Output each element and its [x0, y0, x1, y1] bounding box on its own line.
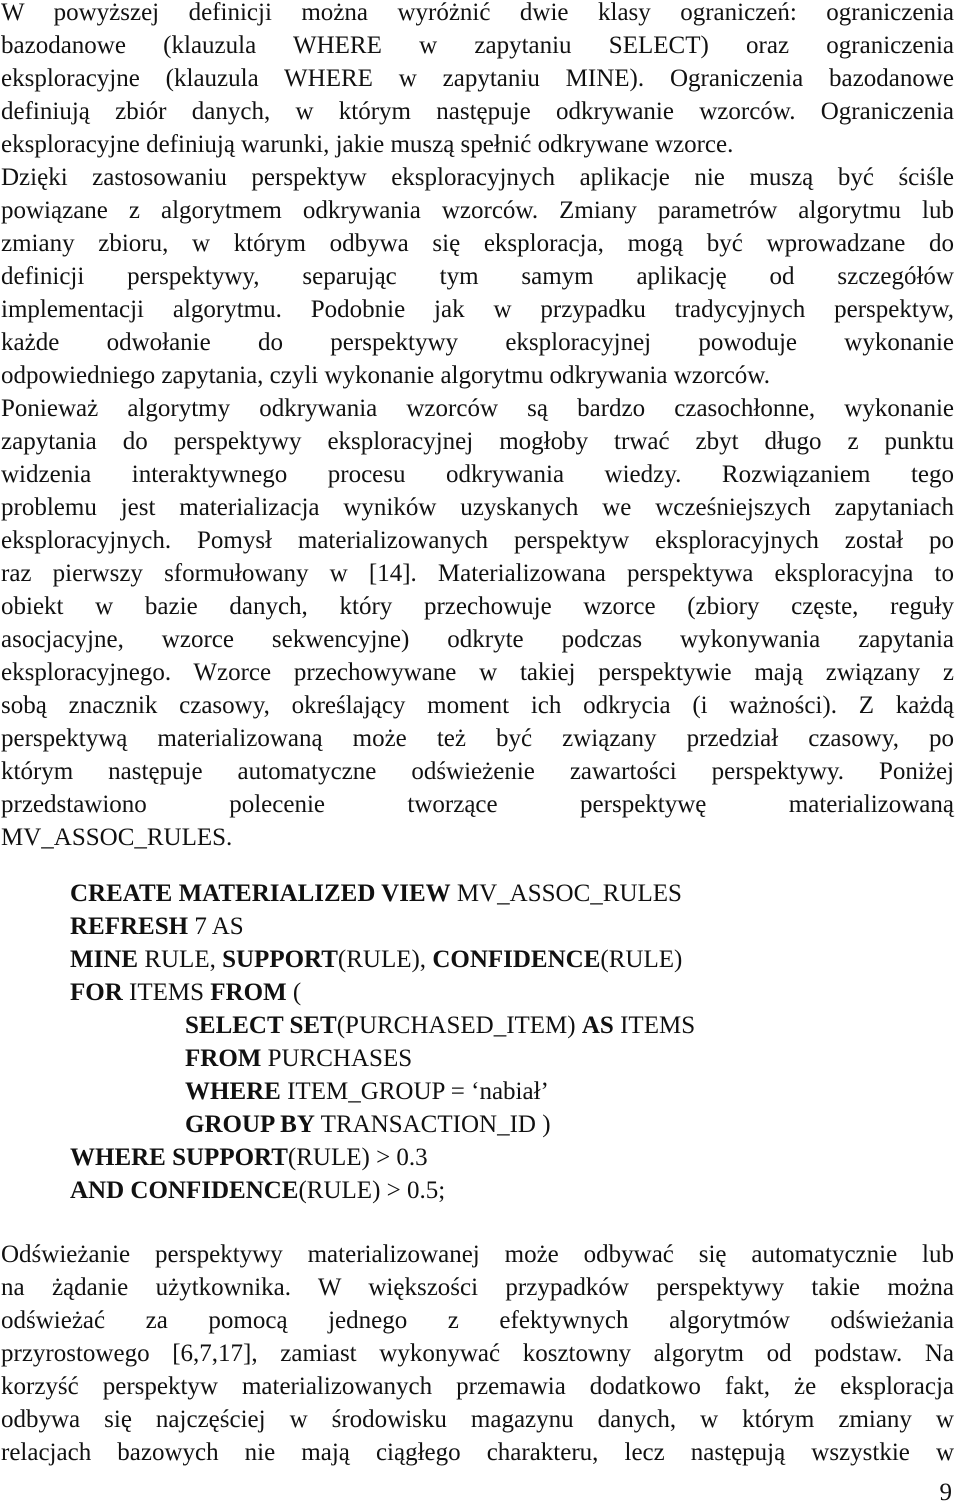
- sql-keyword: FOR: [70, 979, 123, 1006]
- sql-line: [70, 910, 830, 943]
- sql-line: [70, 1141, 830, 1174]
- sql-text: (RULE),: [337, 946, 433, 973]
- text-line: którym następuje automatyczne odświeżenie zawartości perspektywy. Poniżej: [1, 758, 954, 785]
- sql-text: 7 AS: [188, 913, 244, 940]
- sql-line: [70, 1075, 830, 1108]
- sql-text: (RULE): [600, 946, 683, 973]
- sql-text: MV_ASSOC_RULES: [450, 880, 682, 907]
- sql-keyword: SUPPORT: [222, 946, 338, 973]
- sql-keyword: REFRESH: [70, 913, 189, 940]
- text-line: perspektywą materializowaną może też być związany przedział czasowy, po: [1, 725, 954, 752]
- text-line: korzyść perspektyw materializowanych przemawia dodatkowo fakt, że eksploracja: [1, 1373, 954, 1400]
- sql-keyword: GROUP BY: [185, 1111, 315, 1138]
- text-line: przedstawiono polecenie tworzące perspektywę materializowaną: [1, 791, 954, 818]
- text-line: odpowiedniego zapytania, czyli wykonanie algorytmu odkrywania wzorców.: [1, 362, 770, 389]
- text-line: na żądanie użytkownika. W większości przypadków perspektywy takie można: [1, 1274, 954, 1301]
- sql-line: [70, 1174, 830, 1207]
- sql-keyword: SELECT SET: [185, 1012, 337, 1039]
- text-line: definicji perspektywy, separując tym samym aplikację od szczegółów: [1, 263, 954, 290]
- text-line: implementacji algorytmu. Podobnie jak w przypadku tradycyjnych perspektyw,: [1, 296, 954, 323]
- sql-code-block: [70, 877, 830, 1207]
- sql-text: (RULE) > 0.3: [287, 1144, 428, 1171]
- text-line: eksploracyjne definiują warunki, jakie muszą spełnić odkrywane wzorce.: [1, 131, 734, 158]
- sql-text: (RULE) > 0.5;: [298, 1177, 446, 1204]
- sql-keyword: AND CONFIDENCE: [70, 1177, 299, 1204]
- text-line: Dzięki zastosowaniu perspektyw eksploracyjnych aplikacje nie muszą być ściśle: [1, 164, 954, 191]
- text-line: powiązane z algorytmem odkrywania wzorców. Zmiany parametrów algorytmu lub: [1, 197, 954, 224]
- sql-line: [70, 877, 830, 910]
- text-line: definiują zbiór danych, w którym następuje odkrywanie wzorców. Ograniczenia: [1, 98, 954, 125]
- text-line: W powyższej definicji można wyróżnić dwie klasy ograniczeń: ograniczenia: [1, 0, 954, 26]
- text-line: eksploracyjnych. Pomysł materializowanych perspektyw eksploracyjnych został po: [1, 527, 954, 554]
- sql-text: ITEMS: [122, 979, 211, 1006]
- text-line: odbywa się najczęściej w środowisku magazynu danych, w którym zmiany w: [1, 1406, 954, 1433]
- paragraph-1: [1, 0, 954, 854]
- sql-line: [70, 943, 830, 976]
- sql-text: PURCHASES: [261, 1045, 413, 1072]
- sql-text: (PURCHASED_ITEM): [336, 1012, 582, 1039]
- sql-keyword: CONFIDENCE: [432, 946, 601, 973]
- text-line: każde odwołanie do perspektywy eksploracyjnej powoduje wykonanie: [1, 329, 954, 356]
- sql-line: [70, 976, 830, 1009]
- sql-keyword: WHERE SUPPORT: [70, 1144, 288, 1171]
- sql-keyword: CREATE MATERIALIZED VIEW: [70, 880, 451, 907]
- text-line: raz pierwszy sformułowany w [14]. Materializowana perspektywa eksploracyjna to: [1, 560, 954, 587]
- text-line: asocjacyjne, wzorce sekwencyjne) odkryte podczas wykonywania zapytania: [1, 626, 954, 653]
- text-line: zmiany zbioru, w którym odbywa się eksploracja, mogą być wprowadzane do: [1, 230, 954, 257]
- text-line: eksploracyjne (klauzula WHERE w zapytaniu MINE). Ograniczenia bazodanowe: [1, 65, 954, 92]
- text-line: widzenia interaktywnego procesu odkrywania wiedzy. Rozwiązaniem tego: [1, 461, 954, 488]
- text-line: sobą znacznik czasowy, określający moment ich odkrycia (i ważności). Z każdą: [1, 692, 954, 719]
- sql-text: TRANSACTION_ID ): [314, 1111, 551, 1138]
- text-line: przyrostowego [6,7,17], zamiast wykonywać kosztowny algorytm od podstaw. Na: [1, 1340, 954, 1367]
- text-line: Ponieważ algorytmy odkrywania wzorców są bardzo czasochłonne, wykonanie: [1, 395, 954, 422]
- text-line: bazodanowe (klauzula WHERE w zapytaniu SELECT) oraz ograniczenia: [1, 32, 954, 59]
- text-line: relacjach bazowych nie mają ciągłego charakteru, lecz następują wszystkie w: [1, 1439, 954, 1466]
- sql-text: ITEM_GROUP = ‘nabiał’: [280, 1078, 549, 1105]
- sql-keyword: MINE: [70, 946, 139, 973]
- sql-text: RULE,: [138, 946, 223, 973]
- text-line: eksploracyjnego. Wzorce przechowywane w takiej perspektywie mają związany z: [1, 659, 954, 686]
- sql-keyword: AS: [581, 1012, 614, 1039]
- text-line: odświeżać za pomocą jednego z efektywnych algorytmów odświeżania: [1, 1307, 954, 1334]
- sql-line: [70, 1108, 830, 1141]
- sql-keyword: FROM: [185, 1045, 262, 1072]
- sql-text: ITEMS: [613, 1012, 696, 1039]
- sql-keyword: FROM: [210, 979, 287, 1006]
- sql-line: [70, 1042, 830, 1075]
- text-line: obiekt w bazie danych, który przechowuje wzorce (zbiory częste, reguły: [1, 593, 954, 620]
- text-line: problemu jest materializacja wyników uzyskanych we wcześniejszych zapytaniach: [1, 494, 954, 521]
- sql-keyword: WHERE: [185, 1078, 281, 1105]
- text-line: Odświeżanie perspektywy materializowanej może odbywać się automatycznie lub: [1, 1241, 954, 1268]
- sql-text: (: [286, 979, 302, 1006]
- page-number: 9: [939, 1479, 952, 1506]
- sql-line: [70, 1009, 830, 1042]
- paragraph-2: [1, 1238, 954, 1469]
- text-line: zapytania do perspektywy eksploracyjnej mogłoby trwać zbyt długo z punktu: [1, 428, 954, 455]
- text-line: MV_ASSOC_RULES.: [1, 824, 233, 851]
